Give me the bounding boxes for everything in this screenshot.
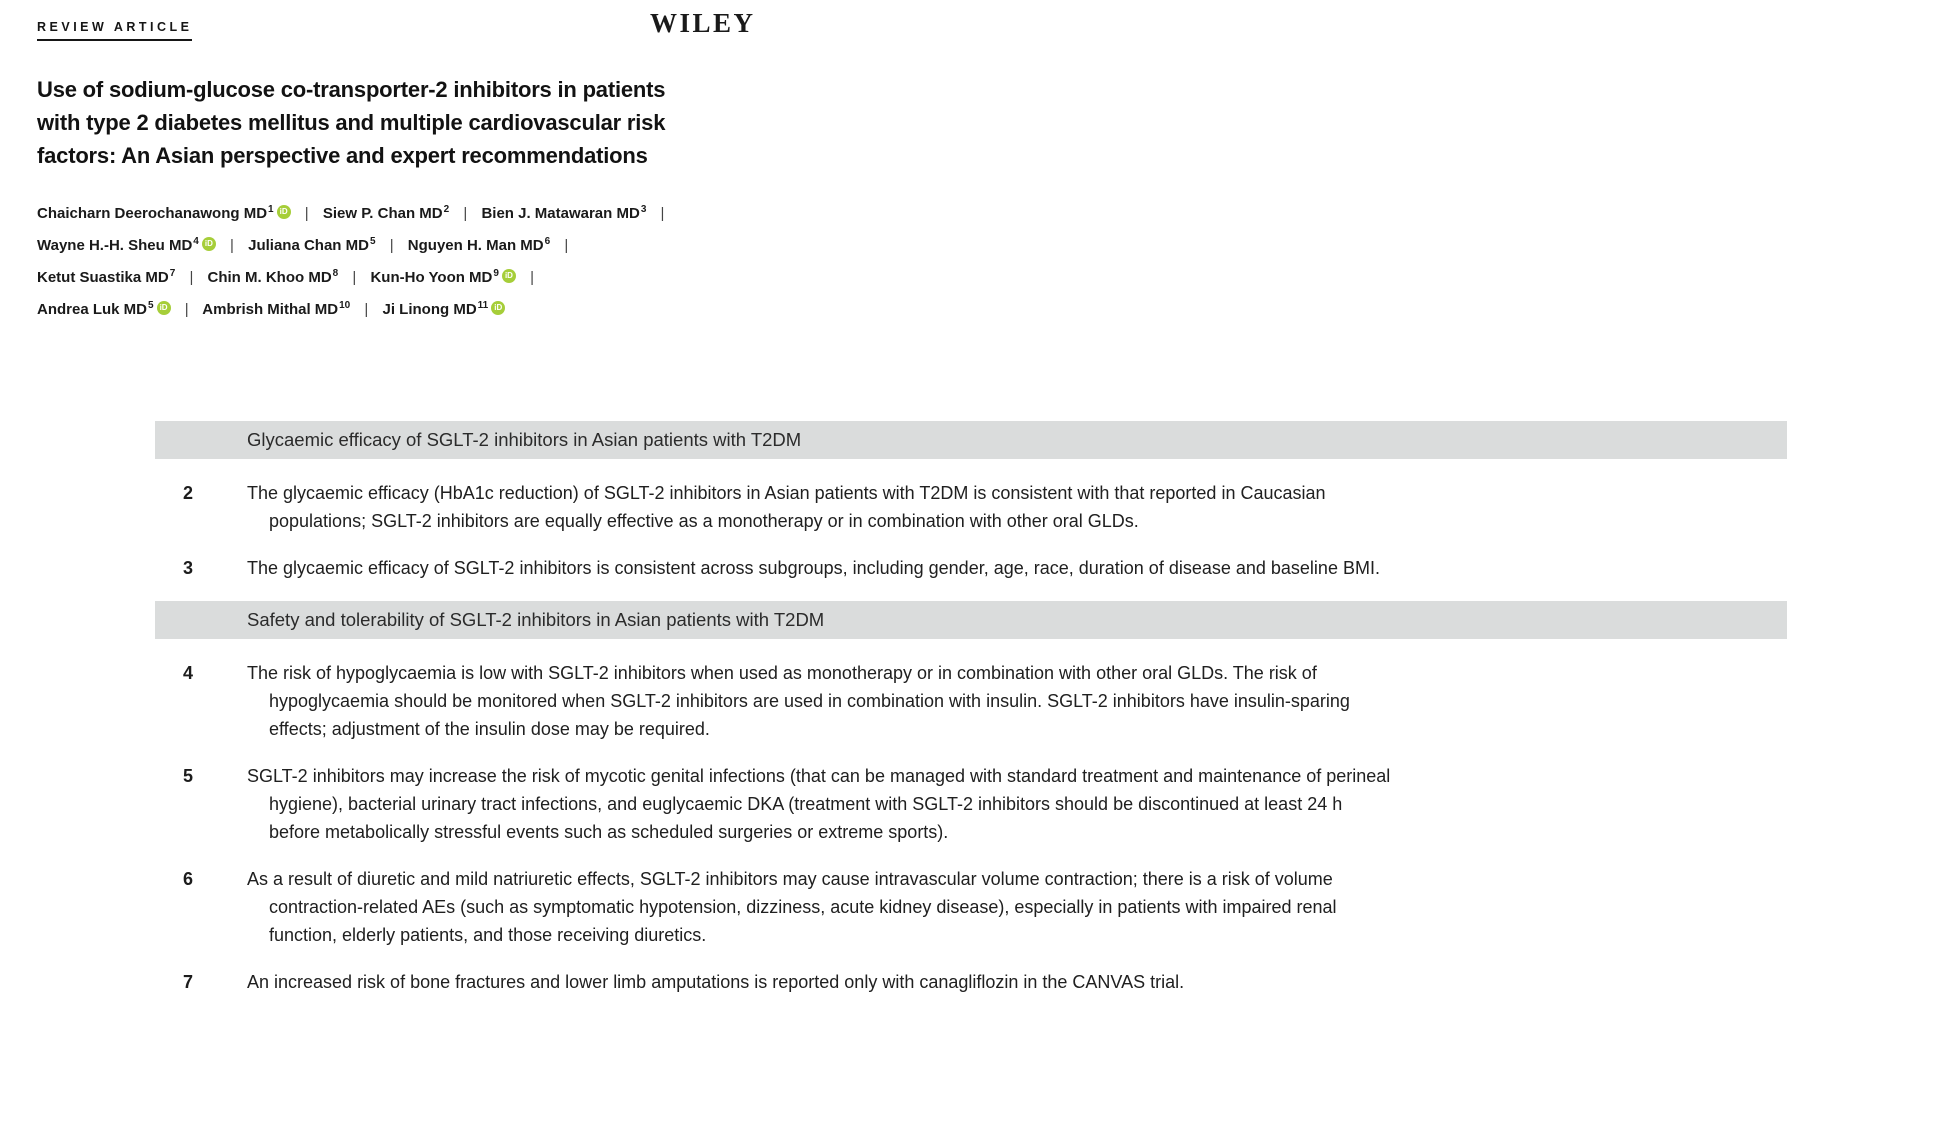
author-affiliation-superscript: 2 <box>443 204 450 215</box>
orcid-icon[interactable] <box>157 301 171 315</box>
author-line <box>37 231 674 263</box>
author-line <box>37 263 674 295</box>
orcid-icon-label: iD <box>279 207 288 216</box>
author <box>408 237 550 254</box>
table-section-header-safety-tolerability <box>155 601 1787 639</box>
author-affiliation-superscript: 7 <box>169 268 176 279</box>
table-row-number: 4 <box>183 663 194 683</box>
table-row-text-line: effects; adjustment of the insulin dose may be required. <box>269 719 710 739</box>
author <box>37 205 291 222</box>
table-section-header-text: Glycaemic efficacy of SGLT-2 inhibitors in Asian patients with T2DM <box>247 429 802 450</box>
author-affiliation-superscript: 3 <box>640 204 647 215</box>
table-row-text-line: hypoglycaemia should be monitored when SGLT-2 inhibitors are used in combination with insulin. SGLT-2 inhibitors have insulin-sparing <box>269 691 1350 711</box>
table-row-text-line: As a result of diuretic and mild natriuretic effects, SGLT-2 inhibitors may cause intravascular volume contraction; there is a risk of volume <box>247 869 1333 889</box>
author <box>481 205 646 222</box>
table-row <box>155 968 1787 996</box>
table-section-header-text: Safety and tolerability of SGLT-2 inhibitors in Asian patients with T2DM <box>247 609 825 630</box>
author-line <box>37 199 674 231</box>
author-name: Chin M. Khoo MD <box>207 269 332 286</box>
table-row-text-line: hygiene), bacterial urinary tract infections, and euglycaemic DKA (treatment with SGLT-2 inhibitors should be discontinued at least 24 h <box>269 794 1343 814</box>
author-separator: | <box>352 269 357 286</box>
orcid-icon[interactable] <box>491 301 505 315</box>
author-separator: | <box>189 269 194 286</box>
author-name: Siew P. Chan MD <box>322 205 443 222</box>
author-name: Nguyen H. Man MD <box>407 237 544 254</box>
author <box>37 301 171 318</box>
author-separator: | <box>530 269 535 286</box>
author-separator: | <box>184 301 189 318</box>
wiley-logo: WILEY <box>650 8 756 38</box>
author-line <box>37 295 674 327</box>
author-name: Chaicharn Deerochanawong MD <box>37 205 268 222</box>
author <box>202 301 350 318</box>
author-name: Ji Linong MD <box>382 301 477 318</box>
table-row-number: 6 <box>183 869 194 889</box>
orcid-icon-label: iD <box>504 271 513 280</box>
orcid-icon[interactable] <box>202 237 216 251</box>
author-separator: | <box>660 205 665 222</box>
author-name: Juliana Chan MD <box>248 237 369 254</box>
author-affiliation-superscript: 11 <box>477 300 489 311</box>
table-row-number: 2 <box>183 483 194 503</box>
author-affiliation-superscript: 5 <box>369 236 376 247</box>
table-row-text-line: contraction-related AEs (such as symptomatic hypotension, dizziness, acute kidney disease), especially in patients with impaired renal <box>269 897 1337 917</box>
orcid-icon-label: iD <box>159 303 168 312</box>
table-row-text-line: The glycaemic efficacy (HbA1c reduction) of SGLT-2 inhibitors in Asian patients with T2DM is consistent with that reported in Caucasian <box>247 483 1326 503</box>
author <box>370 269 515 286</box>
article-title-line: Use of sodium-glucose co-transporter-2 inhibitors in patients <box>37 77 666 102</box>
table-row-text <box>247 762 1787 846</box>
table-section-header-glycaemic-efficacy <box>155 421 1787 459</box>
table-row-text-line: SGLT-2 inhibitors may increase the risk of mycotic genital infections (that can be managed with standard treatment and maintenance of perineal <box>247 766 1391 786</box>
table-row-text-line: populations; SGLT-2 inhibitors are equally effective as a monotherapy or in combination with other oral GLDs. <box>269 511 1139 531</box>
table-row-text-line: The risk of hypoglycaemia is low with SGLT-2 inhibitors when used as monotherapy or in combination with other oral GLDs. The risk of <box>247 663 1317 683</box>
author-separator: | <box>304 205 309 222</box>
orcid-icon[interactable] <box>502 269 516 283</box>
table-row <box>155 865 1787 949</box>
author <box>37 269 175 286</box>
author <box>208 269 339 286</box>
author <box>248 237 375 254</box>
table-row-text <box>247 865 1787 949</box>
article-title-line: factors: An Asian perspective and expert recommendations <box>37 143 648 168</box>
author-name: Andrea Luk MD <box>37 301 148 318</box>
author-separator: | <box>364 301 369 318</box>
table-row <box>155 659 1787 743</box>
table-row-text-line: function, elderly patients, and those receiving diuretics. <box>269 925 707 945</box>
table-row-number: 7 <box>183 972 194 992</box>
author-affiliation-superscript: 1 <box>268 204 274 215</box>
author-list <box>37 199 674 327</box>
author-name: Bien J. Matawaran MD <box>481 205 640 222</box>
author-affiliation-superscript: 4 <box>193 236 199 247</box>
author-name: Ketut Suastika MD <box>37 269 169 286</box>
recommendations-table <box>155 421 1787 1015</box>
author <box>383 301 506 318</box>
article-type-label: REVIEW ARTICLE <box>37 20 192 41</box>
author-separator: | <box>463 205 468 222</box>
table-row-number: 3 <box>183 558 194 578</box>
author-affiliation-superscript: 10 <box>339 300 351 311</box>
author-affiliation-superscript: 6 <box>544 236 551 247</box>
author <box>323 205 449 222</box>
table-row-text-line: An increased risk of bone fractures and lower limb amputations is reported only with canagliflozin in the CANVAS trial. <box>247 972 1185 992</box>
table-row-text <box>247 479 1787 535</box>
author <box>37 237 216 254</box>
orcid-icon-label: iD <box>204 239 213 248</box>
table-row-text <box>247 659 1787 743</box>
author-affiliation-superscript: 5 <box>148 300 154 311</box>
table-row-text-line: before metabolically stressful events such as scheduled surgeries or extreme sports). <box>269 822 949 842</box>
author-name: Kun-Ho Yoon MD <box>370 269 493 286</box>
article-title <box>37 73 665 172</box>
orcid-icon-label: iD <box>494 303 503 312</box>
author-name: Wayne H.-H. Sheu MD <box>37 237 193 254</box>
table-row <box>155 762 1787 846</box>
author-separator: | <box>230 237 234 254</box>
table-row-number: 5 <box>183 766 194 786</box>
article-title-line: with type 2 diabetes mellitus and multiple cardiovascular risk <box>37 110 666 135</box>
author-affiliation-superscript: 9 <box>493 268 499 279</box>
table-row <box>155 479 1787 535</box>
table-row-text-line: The glycaemic efficacy of SGLT-2 inhibitors is consistent across subgroups, including gender, age, race, duration of disease and baseline BMI. <box>247 558 1380 578</box>
table-row-text <box>247 554 1787 582</box>
author-separator: | <box>389 237 394 254</box>
table-row <box>155 554 1787 582</box>
author-affiliation-superscript: 8 <box>332 268 339 279</box>
table-row-text <box>247 968 1787 996</box>
orcid-icon[interactable] <box>277 205 291 219</box>
author-name: Ambrish Mithal MD <box>202 301 339 318</box>
author-separator: | <box>564 237 569 254</box>
